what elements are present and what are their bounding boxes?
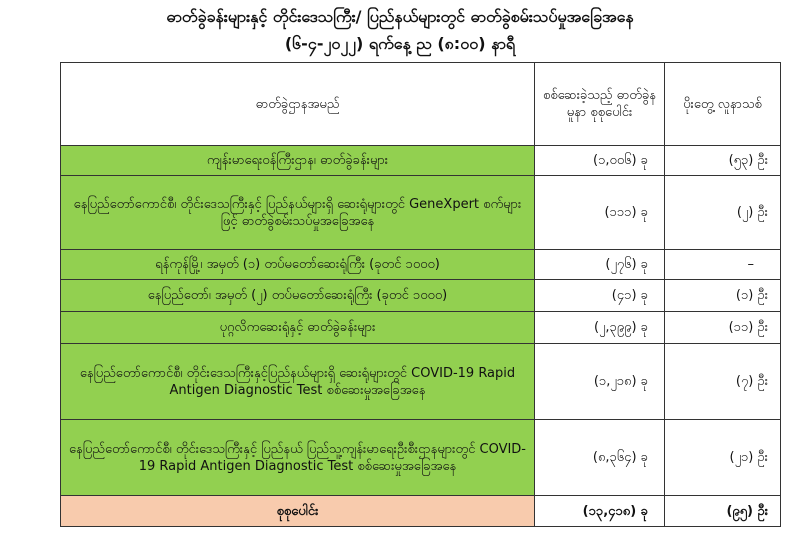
new-cases-cell: (၁) ဦး [665,280,781,312]
tested-cell: (၂၇၆) ခု [535,250,665,280]
lab-name-cell: နေပြည်တော်၊ အမှတ် (၂) တပ်မတော်ဆေးရုံကြီး (ခုတင် ၁၀၀၀) [61,280,535,312]
tested-cell: (၁,၂၁၈) ခု [535,344,665,420]
lab-name-cell: နေပြည်တော်ကောင်စီ၊ တိုင်းဒေသကြီးနှင့် ပြည်နယ်များရှိ ဆေးရုံများတွင် GeneXpert စက်များဖြင့် ဓာတ်ခွဲစမ်းသပ်မှုအခြေအနေ [61,176,535,250]
report-title: ဓာတ်ခွဲခန်းများနှင့် တိုင်းဒေသကြီး/ ပြည်နယ်များတွင် ဓာတ်ခွဲစမ်းသပ်မှုအခြေအနေ [166,7,634,26]
new-cases-cell: (၇) ဦး [665,344,781,420]
total-row [61,496,781,527]
lab-name-cell: ရန်ကုန်မြို့၊ အမှတ် (၁) တပ်မတော်ဆေးရုံကြီး (ခုတင် ၁၀၀၀) [61,250,535,280]
lab-testing-table [60,62,781,527]
report-date: (၆-၄-၂၀၂၂) ရက်နေ့ ည (၈:၀၀) နာရီ [284,34,516,53]
tested-cell: (၂,၃၉၉) ခု [535,312,665,344]
table-row [61,344,781,420]
total-tested: (၁၃,၄၁၈) ခု [535,496,665,527]
total-new-cases: (၉၅) ဦး [665,496,781,527]
table-row [61,280,781,312]
new-cases-cell: (၁၁) ဦး [665,312,781,344]
table-row [61,176,781,250]
column-header-new-cases: ပိုးတွေ့ လူနာသစ် [665,63,781,146]
table-header-row [61,63,781,146]
new-cases-cell: (၂) ဦး [665,176,781,250]
table-row [61,250,781,280]
table-row [61,312,781,344]
lab-name-cell: နေပြည်တော်ကောင်စီ၊ တိုင်းဒေသကြီးနှင့် ပြည်နယ် ပြည်သူ့ကျန်းမာရေးဦးစီးဌာနများတွင် COVID-19 Rapid Antigen Diagnostic Test စစ်ဆေးမှုအခြေအနေ [61,420,535,496]
column-header-tested: စစ်ဆေးခဲ့သည့် ဓာတ်ခွဲနမူနာ စုစုပေါင်း [535,63,665,146]
lab-name-cell: နေပြည်တော်ကောင်စီ၊ တိုင်းဒေသကြီးနှင့်ပြည်နယ်များရှိ ဆေးရုံများတွင် COVID-19 Rapid Antigen Diagnostic Test စစ်ဆေးမှုအခြေအနေ [61,344,535,420]
lab-name-cell: ပုဂ္ဂလိကဆေးရုံနှင့် ဓာတ်ခွဲခန်းများ [61,312,535,344]
new-cases-cell: – [665,250,781,280]
lab-name-cell: ကျန်းမာရေးဝန်ကြီးဌာန၊ ဓာတ်ခွဲခန်းများ [61,146,535,176]
new-cases-cell: (၅၃) ဦး [665,146,781,176]
new-cases-cell: (၂၁) ဦး [665,420,781,496]
table-row [61,146,781,176]
tested-cell: (၈,၃၆၄) ခု [535,420,665,496]
total-label: စုစုပေါင်း [61,496,535,527]
tested-cell: (၄၁) ခု [535,280,665,312]
tested-cell: (၁၁၁) ခု [535,176,665,250]
table-row [61,420,781,496]
tested-cell: (၁,၀၀၆) ခု [535,146,665,176]
column-header-lab-name: ဓာတ်ခွဲဌာနအမည် [61,63,535,146]
